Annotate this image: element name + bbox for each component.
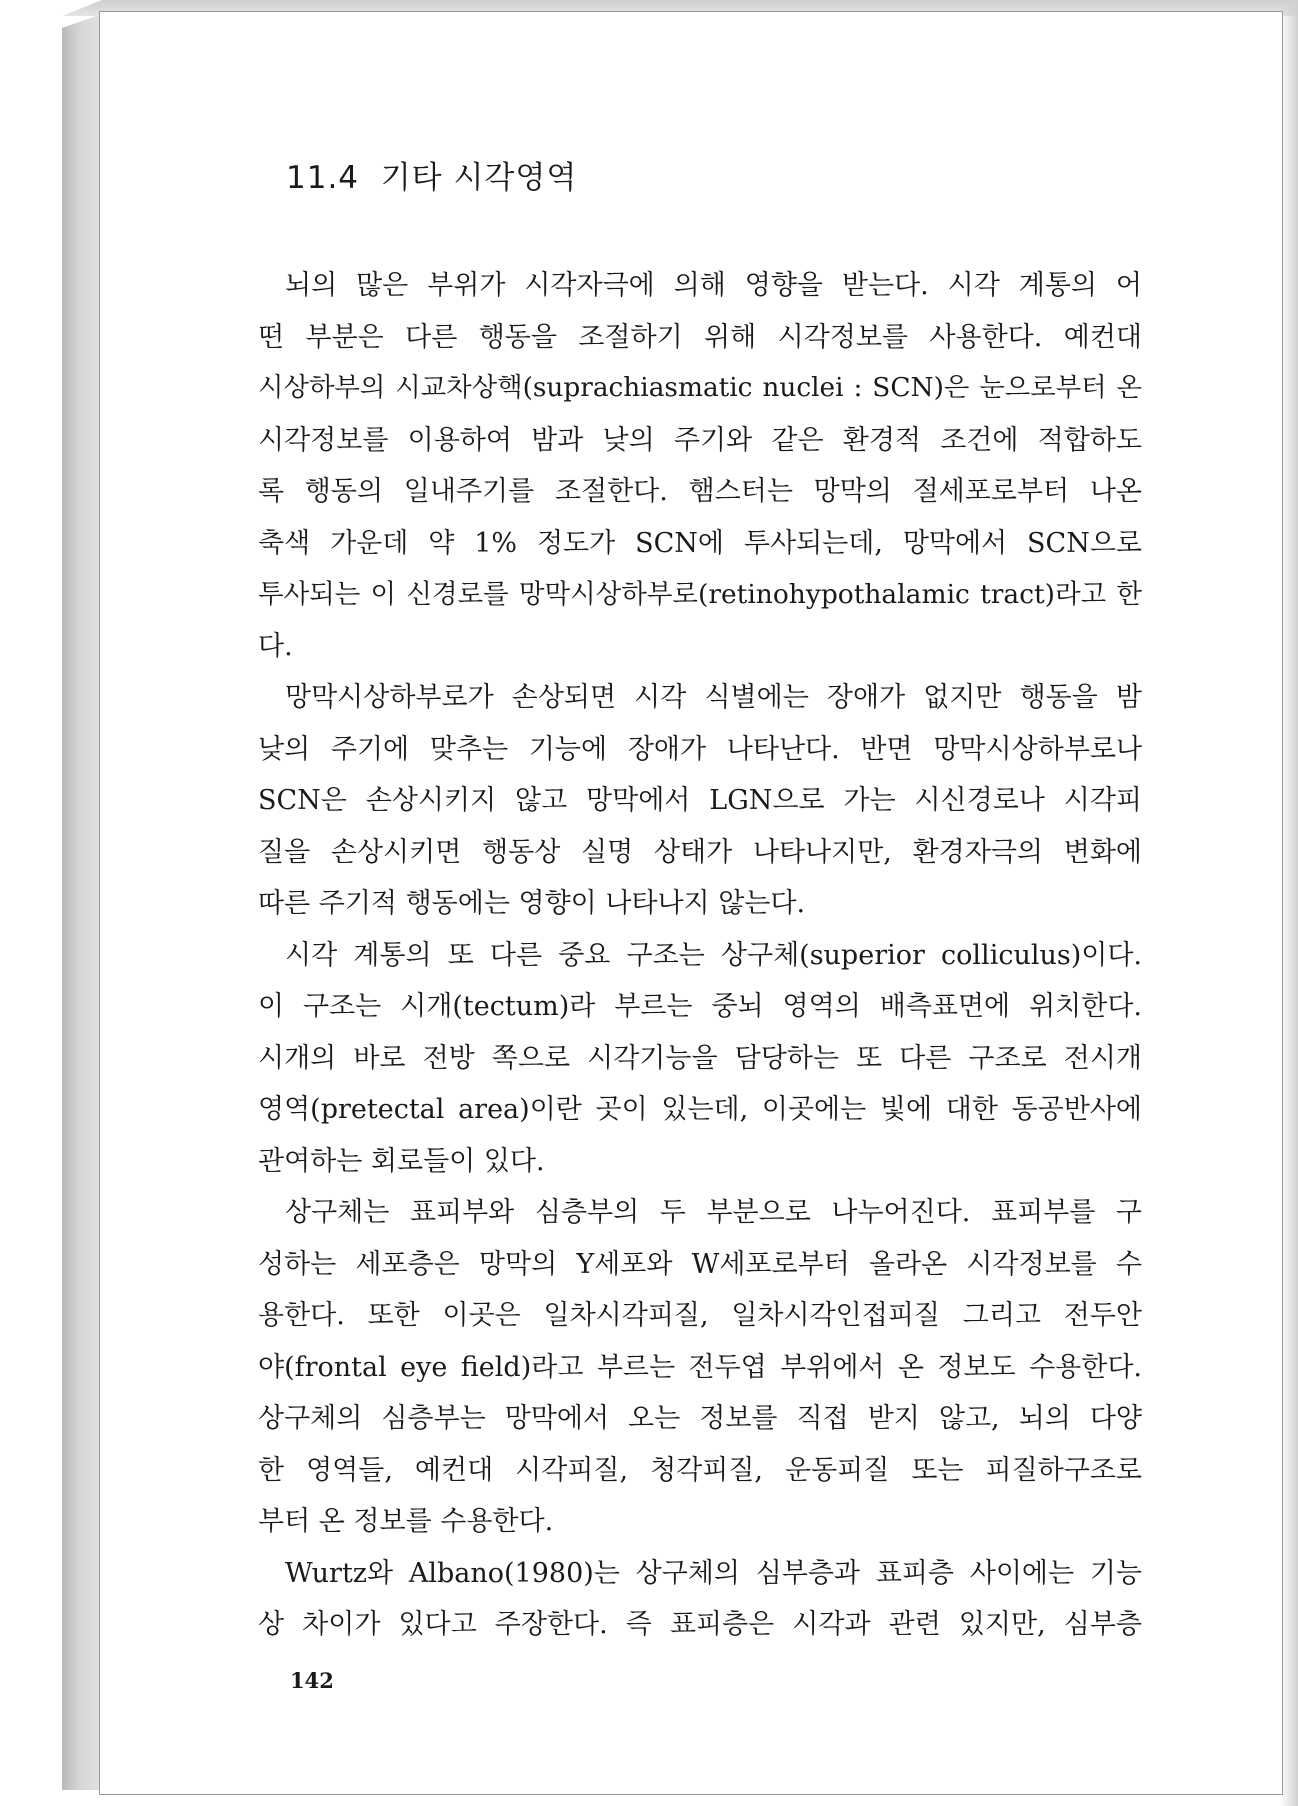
paragraph — [258, 1548, 1142, 1651]
text-line: 영역(pretectal area)이란 곳이 있는데, 이곳에는 빛에 대한 동공반사에 — [258, 1094, 1142, 1125]
text-line: 야(frontal eye field)라고 부르는 전두엽 부위에서 온 정보도 수용한다. — [258, 1351, 1142, 1383]
book-right-edge — [1280, 0, 1298, 1806]
paragraph — [258, 672, 1142, 930]
text-line: 시각 계통의 또 다른 중요 구조는 상구체(superior colliculus)이다. — [285, 939, 1142, 971]
paragraph — [258, 260, 1142, 672]
text-line: 뇌의 많은 부위가 시각자극에 의해 영향을 받는다. 시각 계통의 어 — [285, 270, 1142, 301]
section-heading: 11.4 기타 시각영역 — [286, 160, 578, 196]
text-line: Wurtz와 Albano(1980)는 상구체의 심부층과 표피층 사이에는 기능 — [285, 1557, 1142, 1589]
text-line: 이 구조는 시개(tectum)라 부르는 중뇌 영역의 배측표면에 위치한다. — [258, 991, 1142, 1022]
text-line: 시개의 바로 전방 쪽으로 시각기능을 담당하는 또 다른 구조로 전시개 — [258, 1042, 1142, 1074]
book-page — [100, 12, 1282, 1794]
text-line: 부터 온 정보를 수용한다. — [258, 1506, 554, 1537]
text-line: 다. — [258, 630, 293, 662]
text-line: 망막시상하부로가 손상되면 시각 식별에는 장애가 없지만 행동을 밤 — [285, 682, 1142, 713]
page-number: 142 — [290, 1668, 334, 1693]
text-line: 성하는 세포층은 망막의 Y세포와 W세포로부터 올라온 시각정보를 수 — [258, 1248, 1142, 1280]
text-line: 질을 손상시키면 행동상 실명 상태가 나타나지만, 환경자극의 변화에 — [258, 836, 1142, 868]
paragraph — [258, 1187, 1142, 1548]
paragraph — [258, 930, 1142, 1188]
book-spine — [62, 14, 102, 1790]
text-line: 떤 부분은 다른 행동을 조절하기 위해 시각정보를 사용한다. 예컨대 — [258, 321, 1142, 353]
text-line: 축색 가운데 약 1% 정도가 SCN에 투사되는데, 망막에서 SCN으로 — [258, 527, 1142, 559]
text-line: 시각정보를 이용하여 밤과 낮의 주기와 같은 환경적 조건에 적합하도 — [258, 424, 1142, 456]
text-line: 낮의 주기에 맞추는 기능에 장애가 나타난다. 반면 망막시상하부로나 — [258, 733, 1142, 765]
text-line: SCN은 손상시키지 않고 망막에서 LGN으로 가는 시신경로나 시각피 — [258, 785, 1142, 816]
text-line: 록 행동의 일내주기를 조절한다. 햄스터는 망막의 절세포로부터 나온 — [258, 476, 1142, 507]
text-line: 관여하는 회로들이 있다. — [258, 1145, 545, 1177]
text-line: 시상하부의 시교차상핵(suprachiasmatic nuclei : SCN)은 눈으로부터 온 — [258, 373, 1142, 403]
text-line: 상구체는 표피부와 심층부의 두 부분으로 나누어진다. 표피부를 구 — [285, 1197, 1142, 1228]
text-line: 용한다. 또한 이곳은 일차시각피질, 일차시각인접피질 그리고 전두안 — [258, 1300, 1142, 1331]
text-line: 상구체의 심층부는 망막에서 오는 정보를 직접 받지 않고, 뇌의 다양 — [258, 1403, 1142, 1434]
text-line: 한 영역들, 예컨대 시각피질, 청각피질, 운동피질 또는 피질하구조로 — [258, 1454, 1142, 1486]
body-text — [258, 260, 1142, 1651]
text-line: 상 차이가 있다고 주장한다. 즉 표피층은 시각과 관련 있지만, 심부층 — [258, 1609, 1142, 1640]
text-line: 따른 주기적 행동에는 영향이 나타나지 않는다. — [258, 888, 806, 919]
text-line: 투사되는 이 신경로를 망막시상하부로(retinohypothalamic tract)라고 한 — [258, 579, 1142, 610]
